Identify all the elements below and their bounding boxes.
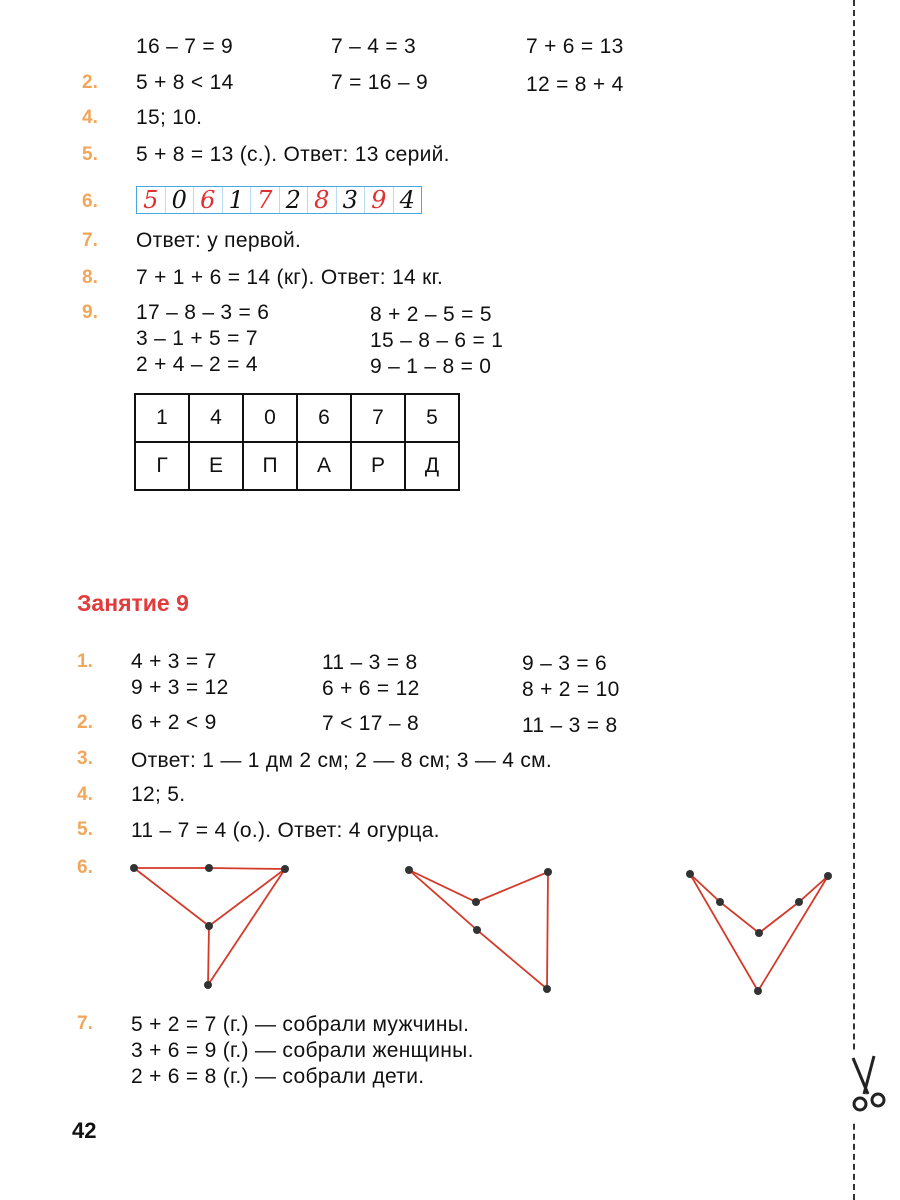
figure-point [281,865,289,873]
handwritten-digit: 8 [308,187,337,213]
handwritten-digit: 5 [137,187,166,213]
lesson9-task2-expr: 11 – 3 = 8 [522,714,618,737]
cipher-cell: 5 [405,394,459,442]
handwritten-digit: 0 [166,187,195,213]
lesson9-task1-expr: 9 – 3 = 6 [522,652,608,675]
handwritten-digit: 3 [337,187,366,213]
lesson9-task1-expr: 9 + 3 = 12 [131,676,229,699]
task1-expr-3: 7 + 6 = 13 [526,35,624,58]
lesson-heading: Занятие 9 [77,590,189,616]
task9-expr: 2 + 4 – 2 = 4 [136,353,258,376]
lesson9-task1-expr: 11 – 3 = 8 [322,651,418,674]
task-number: 7. [82,230,98,251]
figure-point [472,898,480,906]
task2-expr-2: 7 = 16 – 9 [331,71,428,94]
task4-answer: 15; 10. [136,106,203,129]
task-number: 9. [82,302,98,323]
lesson9-task7-line: 2 + 6 = 8 (г.) — собрали дети. [131,1065,425,1088]
figure-point [204,981,212,989]
cipher-cell: 1 [135,394,189,442]
task8-answer: 7 + 1 + 6 = 14 (кг). Ответ: 14 кг. [136,266,444,289]
lesson9-task5-answer: 11 – 7 = 4 (о.). Ответ: 4 огурца. [131,819,440,842]
cut-line [853,0,855,1200]
lesson9-task1-expr: 8 + 2 = 10 [522,678,620,701]
scissors-icon [844,1050,894,1120]
handwritten-digit: 1 [223,187,252,213]
cipher-cell: Р [351,442,405,490]
figure-point [205,922,213,930]
figure-point [130,864,138,872]
lesson9-task3-answer: Ответ: 1 — 1 дм 2 см; 2 — 8 см; 3 — 4 см. [131,749,553,772]
lesson9-task1-expr: 4 + 3 = 7 [131,650,217,673]
cipher-cell: Д [405,442,459,490]
lesson9-task4-answer: 12; 5. [131,783,186,806]
lesson9-task7-line: 3 + 6 = 9 (г.) — собрали женщины. [131,1039,474,1062]
task2-expr-3: 12 = 8 + 4 [526,73,624,96]
task-number: 7. [77,1013,93,1034]
figure-line [208,869,285,985]
task-number: 5. [77,819,93,840]
figure-point [405,866,413,874]
cipher-cell: 4 [189,394,243,442]
handwritten-digit: 2 [280,187,309,213]
task-number: 4. [77,784,93,805]
handwritten-digit: 4 [399,186,415,214]
figure-point [205,864,213,872]
figure-line [134,868,285,926]
cipher-cell: Е [189,442,243,490]
lesson9-task1-expr: 6 + 6 = 12 [322,677,420,700]
cipher-cell: 6 [297,394,351,442]
cipher-cell: 7 [351,394,405,442]
task-number: 6. [77,857,93,878]
task-number: 1. [77,651,93,672]
task1-expr-1: 16 – 7 = 9 [136,35,233,58]
figure-point [716,898,724,906]
handwritten-digit: 9 [365,187,394,213]
figure-point [543,985,551,993]
figure-point [686,870,694,878]
handwritten-digit: 7 [251,187,280,213]
figure-point [754,987,762,995]
cipher-cell: А [297,442,351,490]
figure-point [544,868,552,876]
task9-expr: 15 – 8 – 6 = 1 [370,329,504,352]
handwritten-digit: 6 [194,187,223,213]
task-number: 6. [82,191,98,212]
task1-expr-2: 7 – 4 = 3 [331,35,417,58]
task-number: 2. [77,712,93,733]
task9-expr: 9 – 1 – 8 = 0 [370,355,492,378]
figure-point [824,872,832,880]
page-number: 42 [72,1118,97,1143]
task5-answer: 5 + 8 = 13 (с.). Ответ: 13 серий. [136,143,450,166]
task2-expr-1: 5 + 8 < 14 [136,71,234,94]
figure-point [755,929,763,937]
figure-line [208,926,209,985]
cipher-cell: П [243,442,297,490]
task-number: 3. [77,748,93,769]
task-number: 5. [82,144,98,165]
cipher-cell: Г [135,442,189,490]
task7-answer: Ответ: у первой. [136,229,302,252]
figure-3-points [686,870,832,995]
task9-expr: 8 + 2 – 5 = 5 [370,303,492,326]
lesson9-task7-line: 5 + 2 = 7 (г.) — собрали мужчины. [131,1013,470,1036]
figure-point [795,898,803,906]
task-number: 2. [82,72,98,93]
task9-expr: 17 – 8 – 3 = 6 [136,301,270,324]
lesson9-task2-expr: 6 + 2 < 9 [131,711,217,734]
task-number: 4. [82,107,98,128]
task-number: 8. [82,267,98,288]
lesson9-task2-expr: 7 < 17 – 8 [322,712,419,735]
task9-expr: 3 – 1 + 5 = 7 [136,327,258,350]
figure-point [473,926,481,934]
cipher-cell: 0 [243,394,297,442]
